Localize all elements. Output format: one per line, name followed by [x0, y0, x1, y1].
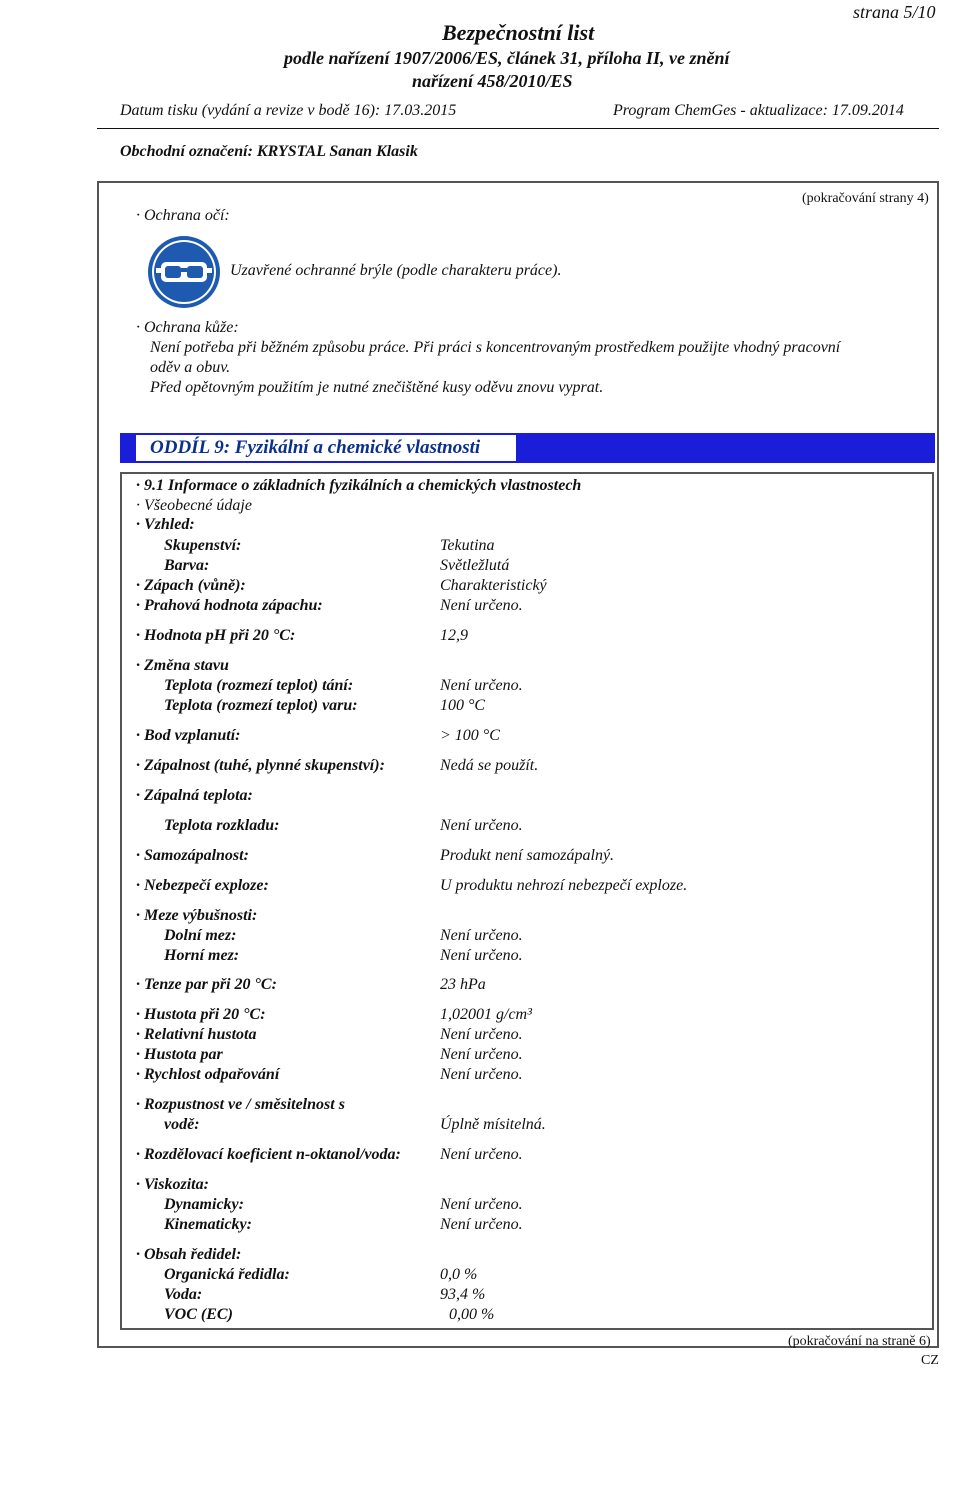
property-value: Není určeno.	[440, 1216, 523, 1233]
property-value: Nedá se použít.	[440, 757, 539, 774]
appearance-label: · Vzhled:	[136, 516, 195, 533]
property-label: · Nebezpečí exploze:	[136, 877, 269, 894]
skin-protection-line-3: Před opětovným použitím je nutné znečištěné kusy oděvu znovu vyprat.	[150, 379, 604, 396]
property-label: · Zápach (vůně):	[136, 577, 246, 594]
property-value: Charakteristický	[440, 577, 547, 594]
property-label: Dynamicky:	[164, 1196, 244, 1213]
property-label: · Meze výbušnosti:	[136, 907, 258, 924]
property-value: > 100 °C	[440, 727, 500, 744]
property-label: Dolní mez:	[164, 927, 237, 944]
property-label: · Obsah ředidel:	[136, 1246, 242, 1263]
property-label: · Bod vzplanutí:	[136, 727, 241, 744]
property-label: Teplota (rozmezí teplot) varu:	[164, 697, 358, 714]
property-label: Voda:	[164, 1286, 203, 1303]
property-value: 12,9	[440, 627, 468, 644]
property-value: 100 °C	[440, 697, 486, 714]
property-label: Barva:	[164, 557, 210, 574]
property-value: Není určeno.	[440, 677, 523, 694]
property-value: Světležlutá	[440, 557, 510, 574]
property-label: · Viskozita:	[136, 1176, 209, 1193]
property-value: Není určeno.	[440, 927, 523, 944]
page-number: strana 5/10	[853, 2, 936, 22]
eye-protection-text: Uzavřené ochranné brýle (podle charakteru práce).	[230, 262, 562, 279]
property-label: · Tenze par při 20 °C:	[136, 976, 277, 993]
property-label: Teplota rozkladu:	[164, 817, 280, 834]
property-value: 23 hPa	[440, 976, 486, 993]
property-value: Není určeno.	[440, 947, 523, 964]
continuation-to: (pokračování na straně 6)	[788, 1334, 931, 1349]
property-label: Skupenství:	[164, 537, 242, 554]
property-value: U produktu nehrozí nebezpečí exploze.	[440, 877, 688, 894]
property-label: · Prahová hodnota zápachu:	[136, 597, 323, 614]
continuation-from: (pokračování strany 4)	[802, 191, 929, 206]
property-label: Kinematicky:	[164, 1216, 252, 1233]
header-rule	[97, 128, 939, 129]
property-value: Není určeno.	[440, 1066, 523, 1083]
property-value: 1,02001 g/cm³	[440, 1006, 532, 1023]
program-version: Program ChemGes - aktualizace: 17.09.2014	[613, 102, 904, 119]
property-label: · Změna stavu	[136, 657, 229, 674]
property-value: Není určeno.	[440, 1146, 523, 1163]
property-label: · Hustota par	[136, 1046, 223, 1063]
property-value: 93,4 %	[440, 1286, 486, 1303]
language-code: CZ	[921, 1353, 939, 1368]
property-label: VOC (EC)	[164, 1306, 233, 1323]
property-label: · Relativní hustota	[136, 1026, 257, 1043]
print-date: Datum tisku (vydání a revize v bodě 16): 17.03.2015	[120, 102, 457, 119]
skin-protection-line-2: oděv a obuv.	[150, 359, 231, 376]
property-label: Organická ředidla:	[164, 1266, 290, 1283]
property-label: · Rozdělovací koeficient n-oktanol/voda:	[136, 1146, 401, 1163]
safety-goggles-icon	[147, 235, 221, 309]
property-value: Není určeno.	[440, 1026, 523, 1043]
document-title: Bezpečnostní list	[442, 20, 595, 45]
trade-name: Obchodní označení: KRYSTAL Sanan Klasik	[120, 143, 418, 160]
property-value: Není určeno.	[440, 1196, 523, 1213]
document-subtitle-2: nařízení 458/2010/ES	[412, 71, 573, 91]
eye-protection-label: · Ochrana očí:	[136, 207, 230, 224]
property-value: Úplně mísitelná.	[440, 1116, 546, 1133]
document-subtitle-1: podle nařízení 1907/2006/ES, článek 31, příloha II, ve znění	[284, 48, 730, 68]
property-label: · Rychlost odpařování	[136, 1066, 280, 1083]
property-value: 0,0 %	[440, 1266, 478, 1283]
section-heading: · 9.1 Informace o základních fyzikálních a chemických vlastnostech	[136, 477, 582, 494]
property-label: Horní mez:	[164, 947, 240, 964]
property-label: Teplota (rozmezí teplot) tání:	[164, 677, 354, 694]
property-label: · Zápalnost (tuhé, plynné skupenství):	[136, 757, 385, 774]
property-label: · Hodnota pH při 20 °C:	[136, 627, 296, 644]
property-label: · Zápalná teplota:	[136, 787, 253, 804]
property-value: Není určeno.	[440, 1046, 523, 1063]
property-label: · Samozápalnost:	[136, 847, 249, 864]
property-value: 0,00 %	[449, 1306, 495, 1323]
skin-protection-label: · Ochrana kůže:	[136, 319, 239, 336]
property-value: Tekutina	[440, 537, 495, 554]
skin-protection-line-1: Není potřeba při běžném způsobu práce. Při práci s koncentrovaným prostředkem použijte vhodný pracovní	[150, 339, 841, 356]
property-value: Produkt není samozápalný.	[440, 847, 615, 864]
section-title: ODDÍL 9: Fyzikální a chemické vlastnosti	[150, 437, 481, 458]
property-label: · Rozpustnost ve / směsitelnost s	[136, 1096, 345, 1113]
general-info: · Všeobecné údaje	[136, 497, 252, 514]
property-label: vodě:	[164, 1116, 200, 1133]
property-label: · Hustota při 20 °C:	[136, 1006, 266, 1023]
property-value: Není určeno.	[440, 817, 523, 834]
property-value: Není určeno.	[440, 597, 523, 614]
